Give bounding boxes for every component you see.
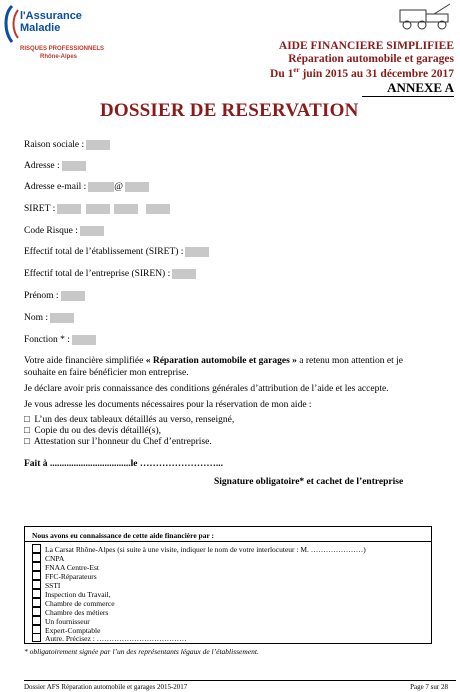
checkbox[interactable] — [32, 553, 41, 562]
field-siret: SIRET : — [24, 203, 170, 215]
annexe-label: ANNEXE A — [387, 80, 454, 95]
paragraph-interest: Votre aide financière simplifiée « Réparation automobile et garages » a retenu mon attention et je souhaite en faire bénéficier mon entreprise. — [24, 356, 403, 378]
redacted-value — [185, 247, 209, 257]
field-effectif-siren: Effectif total de l’entreprise (SIREN) : — [24, 268, 196, 280]
document-bullet: □ L’un des deux tableaux détaillés au verso, renseigné, — [24, 415, 235, 425]
header-period: Du 1er juin 2015 au 31 décembre 2017 — [270, 66, 454, 80]
logo-line2: Maladie — [20, 22, 61, 34]
checkbox[interactable] — [32, 607, 41, 616]
annexe-underline — [362, 96, 454, 97]
redacted-value — [80, 226, 104, 236]
footer-page-number: Page 7 sur 28 — [410, 683, 448, 691]
paragraph-documents: Je vous adresse les documents nécessaires pour la réservation de mon aide : — [24, 400, 312, 410]
redacted-value — [114, 204, 138, 214]
footer-divider — [24, 680, 456, 681]
field-prenom: Prénom : — [24, 290, 85, 302]
assurance-maladie-logo — [2, 2, 112, 74]
source-option[interactable]: Un fournisseur — [32, 616, 90, 626]
field-effectif-siret: Effectif total de l’établissement (SIRET) : — [24, 246, 209, 258]
field-email: Adresse e-mail : @ — [24, 181, 149, 193]
redacted-value — [88, 182, 114, 192]
logo-sub1: RISQUES PROFESSIONNELS — [20, 46, 105, 52]
document-bullet: □ Attestation sur l’honneur du Chef d’entreprise. — [24, 437, 212, 447]
checkbox[interactable] — [32, 544, 41, 553]
redacted-value — [125, 182, 149, 192]
header-line1: AIDE FINANCIERE SIMPLIFIEE — [278, 40, 454, 52]
source-option[interactable]: FNAA Centre-Est — [32, 562, 99, 572]
redacted-value — [86, 204, 110, 214]
source-option[interactable]: SSTI — [32, 580, 60, 590]
header-line2: Réparation automobile et garages — [288, 53, 454, 65]
checkbox[interactable] — [32, 598, 41, 607]
source-option[interactable]: CNPA — [32, 553, 64, 563]
field-code-risque: Code Risque : — [24, 225, 104, 237]
document-bullet: □ Copie du ou des devis détaillé(s), — [24, 426, 162, 436]
source-option[interactable]: Inspection du Travail, — [32, 589, 111, 599]
redacted-value — [57, 204, 81, 214]
checkbox[interactable] — [32, 562, 41, 571]
footer-document-name: Dossier AFS Réparation automobile et garages 2015-2017 — [24, 683, 188, 691]
field-adresse: Adresse : — [24, 160, 86, 172]
source-option[interactable]: Expert-Comptable — [32, 625, 100, 635]
tow-truck-icon — [398, 2, 456, 32]
checkbox[interactable] — [32, 633, 41, 642]
checkbox[interactable] — [32, 571, 41, 580]
source-box-divider — [24, 541, 431, 542]
checkbox[interactable] — [32, 589, 41, 598]
redacted-value — [62, 161, 86, 171]
redacted-value — [86, 140, 110, 150]
redacted-value — [146, 204, 170, 214]
source-option[interactable]: Chambre des métiers — [32, 607, 108, 617]
source-option[interactable]: FFC-Réparateurs — [32, 571, 97, 581]
redacted-value — [172, 269, 196, 279]
logo-line1: l'Assurance — [20, 10, 82, 22]
field-raison-sociale: Raison sociale : — [24, 139, 110, 151]
checkbox[interactable] — [32, 616, 41, 625]
place-date-line: Fait à ..................................le ……………………... — [24, 459, 223, 469]
redacted-value — [72, 335, 96, 345]
source-option[interactable]: La Carsat Rhône-Alpes (si suite à une visite, indiquer le nom de votre interlocuteur : M. …………………) — [32, 544, 366, 554]
source-box-title: Nous avons eu connaissance de cette aide financière par : — [32, 531, 215, 540]
signature-label: Signature obligatoire* et cachet de l’entreprise — [214, 477, 404, 487]
field-nom: Nom : — [24, 312, 74, 324]
redacted-value — [61, 291, 85, 301]
redacted-value — [50, 313, 74, 323]
field-fonction: Fonction * : — [24, 334, 96, 346]
paragraph-declaration: Je déclare avoir pris connaissance des conditions générales d’attribution de l’aide et les accepte. — [24, 384, 389, 394]
checkbox[interactable] — [32, 580, 41, 589]
logo-emblem-icon — [2, 4, 22, 44]
source-option[interactable]: Autre. Précisez : ……………………………… — [32, 633, 187, 643]
logo-sub2: Rhône-Alpes — [40, 54, 78, 60]
footnote: * obligatoirement signée par l’un des représentants légaux de l’établissement. — [24, 647, 259, 656]
source-option[interactable]: Chambre de commerce — [32, 598, 115, 608]
page-title: DOSSIER DE RESERVATION — [100, 100, 359, 121]
